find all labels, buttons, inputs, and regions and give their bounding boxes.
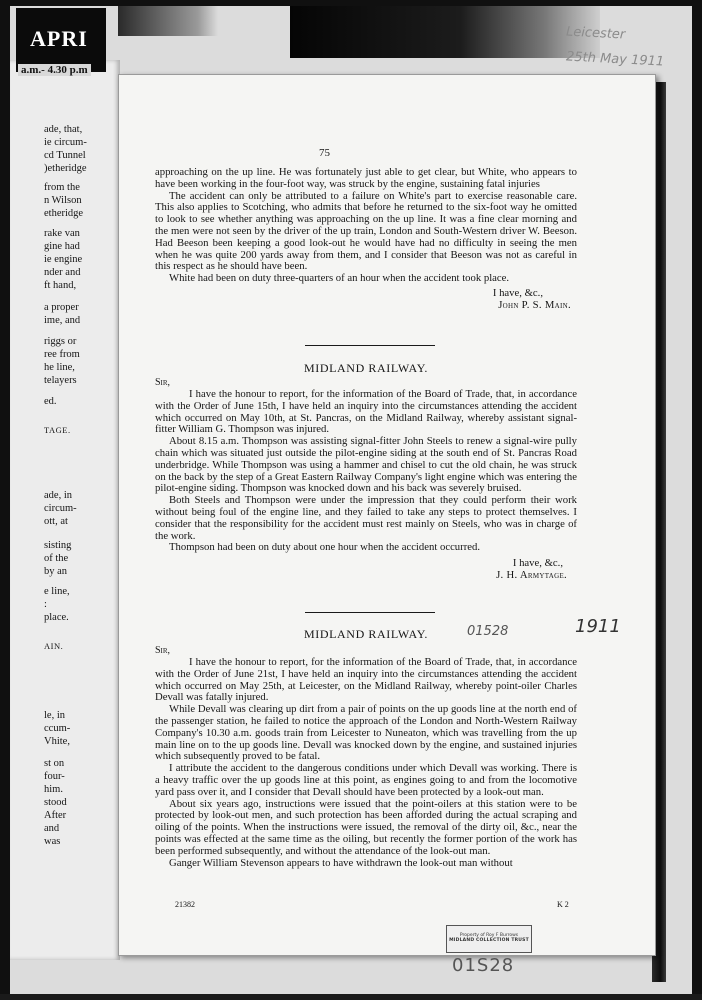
scanner-frame-left	[0, 0, 10, 1000]
header-time: a.m.- 4.30 p.m	[18, 64, 91, 76]
underlying-text-line: etheridge	[44, 208, 84, 219]
stamp-collection: MIDLAND COLLECTION TRUST	[449, 938, 529, 943]
underlying-text-line: from the	[44, 182, 80, 193]
scan-shadow-top	[290, 6, 600, 58]
report2-paragraph: Thompson had been on duty about one hour when the accident occurred.	[169, 541, 481, 554]
collection-stamp	[446, 925, 532, 953]
scan-shadow	[118, 6, 218, 36]
underlying-text-line: le, in	[44, 710, 65, 721]
report2-closing: I have, &c.,	[512, 557, 563, 570]
scanner-frame-right	[692, 0, 702, 1000]
pencil-note-date: 25th May 1911	[565, 49, 665, 70]
footer-signature-mark: K 2	[557, 900, 569, 909]
underlying-text-line: a proper	[44, 302, 79, 313]
underlying-text-line: and	[44, 823, 60, 834]
report1-body	[155, 167, 577, 312]
underlying-text-line: riggs or	[44, 336, 77, 347]
underlying-left-page	[10, 60, 120, 960]
section-divider	[305, 612, 435, 613]
underlying-text-line: nder and	[44, 267, 81, 278]
report3-salutation: Sir,	[155, 645, 171, 656]
header-title: APRI	[30, 26, 88, 51]
underlying-text-line: sisting	[44, 540, 72, 551]
underlying-text-line: ime, and	[44, 315, 81, 326]
report1-paragraph: White had been on duty three-quarters of an hour when the accident took place.	[169, 272, 510, 285]
underlying-text-line: TAGE.	[44, 425, 71, 435]
underlying-text-line: ade, in	[44, 490, 72, 501]
underlying-text-line: him.	[44, 784, 63, 795]
underlying-text-line: by an	[44, 566, 68, 577]
underlying-text-line: ie circum-	[44, 137, 87, 148]
stamp-owner: Property of Roy F Burrows	[459, 933, 519, 938]
report2-paragraph: About 8.15 a.m. Thompson was assisting signal-fitter John Steels to renew a signal-wire pully chain which was situated just outside the pilot-engine siding at the south end of St. Pancras Road underbridge. While Thompson was using a hammer and chisel to cut the old chain, he was struck on the back by the step of a Great Eastern Railway Company's light engine which was entering the pilot-engine siding. Thompson was knocked down and his back was severely bruised.	[155, 435, 577, 495]
underlying-text-line: telayers	[44, 375, 77, 386]
underlying-text-line: stood	[44, 797, 67, 808]
underlying-text-line: gine had	[44, 241, 80, 252]
report1-paragraph: The accident can only be attributed to a failure on White's part to exercise reasonable care. This also applies to Scotching, who admits that before he returned to the six-foot way he omitted to look to see whether anything was approaching on the up line. It was a fine clear morning and the men were not seen by the driver of the up train, London and South-Western driver W. Beeson. Had Beeson been keeping a good look-out he would have had no difficulty in seeing the men when he was quite 200 yards away from them, and I consider that Beeson was not as careful in this respect as he should have been.	[155, 189, 577, 273]
report1-closing: I have, &c.,	[492, 286, 543, 299]
section-divider	[305, 345, 435, 346]
underlying-text-line: ade, that,	[44, 124, 83, 135]
underlying-text-line: ft hand,	[44, 280, 77, 291]
report-page	[118, 74, 656, 956]
underlying-text-line: AIN.	[44, 641, 64, 651]
report1-signature: John P. S. Main.	[498, 298, 571, 311]
report3-title: MIDLAND RAILWAY.	[303, 627, 429, 641]
report2-signature: J. H. Armytage.	[496, 568, 567, 581]
report3-paragraph: I attribute the accident to the dangerous conditions under which Devall was working. There is a heavy traffic over the up goods line at this point, as engines going to and from the locomotive yard pass over it, and I consider that Devall should have been protected by a look-out man.	[155, 762, 577, 798]
report3-paragraph: About six years ago, instructions were issued that the point-oilers at this station were to be protected by look-out men, and such protection has been afforded during the actual scraping and oiling of the points. When the instructions were issued, the removal of the dirty oil, &c., near the points was effected at the same time as the oiling, but recently the former portion of the work has been performed subsequently, and without the attendance of the look-out man.	[155, 797, 577, 857]
underlying-text-line: was	[44, 836, 61, 847]
underlying-text-line: four-	[44, 771, 65, 782]
underlying-text-line: cd Tunnel	[44, 150, 86, 161]
underlying-text-line: e line,	[44, 586, 70, 597]
report2-title: MIDLAND RAILWAY.	[303, 361, 429, 375]
report3-body	[155, 657, 577, 869]
bottom-handwritten-ref: 01S28	[452, 955, 515, 976]
underlying-text-line: ott, at	[44, 516, 68, 527]
report3-paragraph: While Devall was clearing up dirt from a pair of points on the up goods line at the north end of the passenger station, he failed to notice the approach of the London and North-Western Railway Company's 10.30 a.m. goods train from Leicester to Nuneaton, which was travelling from the up main line on to the up goods line. Devall was knocked down by the engine, and sustained injuries which subsequently proved to be fatal.	[155, 703, 577, 763]
underlying-text-line: of the	[44, 553, 69, 564]
report2-paragraph: I have the honour to report, for the information of the Board of Trade, that, in accordance with the Order of June 15th, I have held an inquiry into the circumstances attending the accident which occurred on May 10th, at St. Pancras, on the Midland Railway, whereby assistant signal-fitter William G. Thompson was injured.	[155, 388, 577, 436]
handwritten-ref: 01528	[467, 624, 509, 639]
underlying-text-line: ed.	[44, 396, 57, 407]
underlying-text-line: :	[44, 599, 47, 610]
report2-paragraph: Both Steels and Thompson were under the impression that they could perform their work without being foul of the engine line, and they failed to take any steps to protect themselves. I consider that the responsibility for the accident must rest mainly on Steels, who was in charge of the work.	[155, 494, 577, 542]
underlying-text-line: ie engine	[44, 254, 83, 265]
scanner-frame-bottom	[0, 994, 702, 1000]
underlying-text-line: he line,	[44, 362, 75, 373]
underlying-text-line: n Wilson	[44, 195, 82, 206]
underlying-text-line: After	[44, 810, 67, 821]
report2-salutation: Sir,	[155, 377, 171, 388]
footer-print-code: 21382	[175, 900, 195, 909]
report3-paragraph: Ganger William Stevenson appears to have withdrawn the look-out man without	[169, 856, 513, 869]
underlying-text-line: Vhite,	[44, 736, 70, 747]
pencil-note-place: Leicester	[565, 24, 626, 43]
handwritten-year: 1911	[575, 616, 621, 637]
underlying-text-line: place.	[44, 612, 69, 623]
report1-paragraph: approaching on the up line. He was fortunately just able to get clear, but White, who appears to have been working in the four-foot way, was struck by the engine, sustaining fatal injuries	[155, 166, 577, 190]
underlying-text-line: circum-	[44, 503, 77, 514]
page-number: 75	[319, 147, 330, 159]
underlying-text-line: ccum-	[44, 723, 71, 734]
underlying-text-line: rake van	[44, 228, 80, 239]
report2-body	[155, 389, 577, 582]
underlying-text-line: )etheridge	[44, 163, 87, 174]
report3-paragraph: I have the honour to report, for the information of the Board of Trade, that, in accordance with the Order of June 21st, I have held an inquiry into the circumstances attending the accident which occurred on May 25th, at Leicester, on the Midland Railway, whereby point-oiler Charles Devall was fatally injured.	[155, 656, 577, 704]
underlying-text-line: ree from	[44, 349, 80, 360]
underlying-text-line: st on	[44, 758, 65, 769]
